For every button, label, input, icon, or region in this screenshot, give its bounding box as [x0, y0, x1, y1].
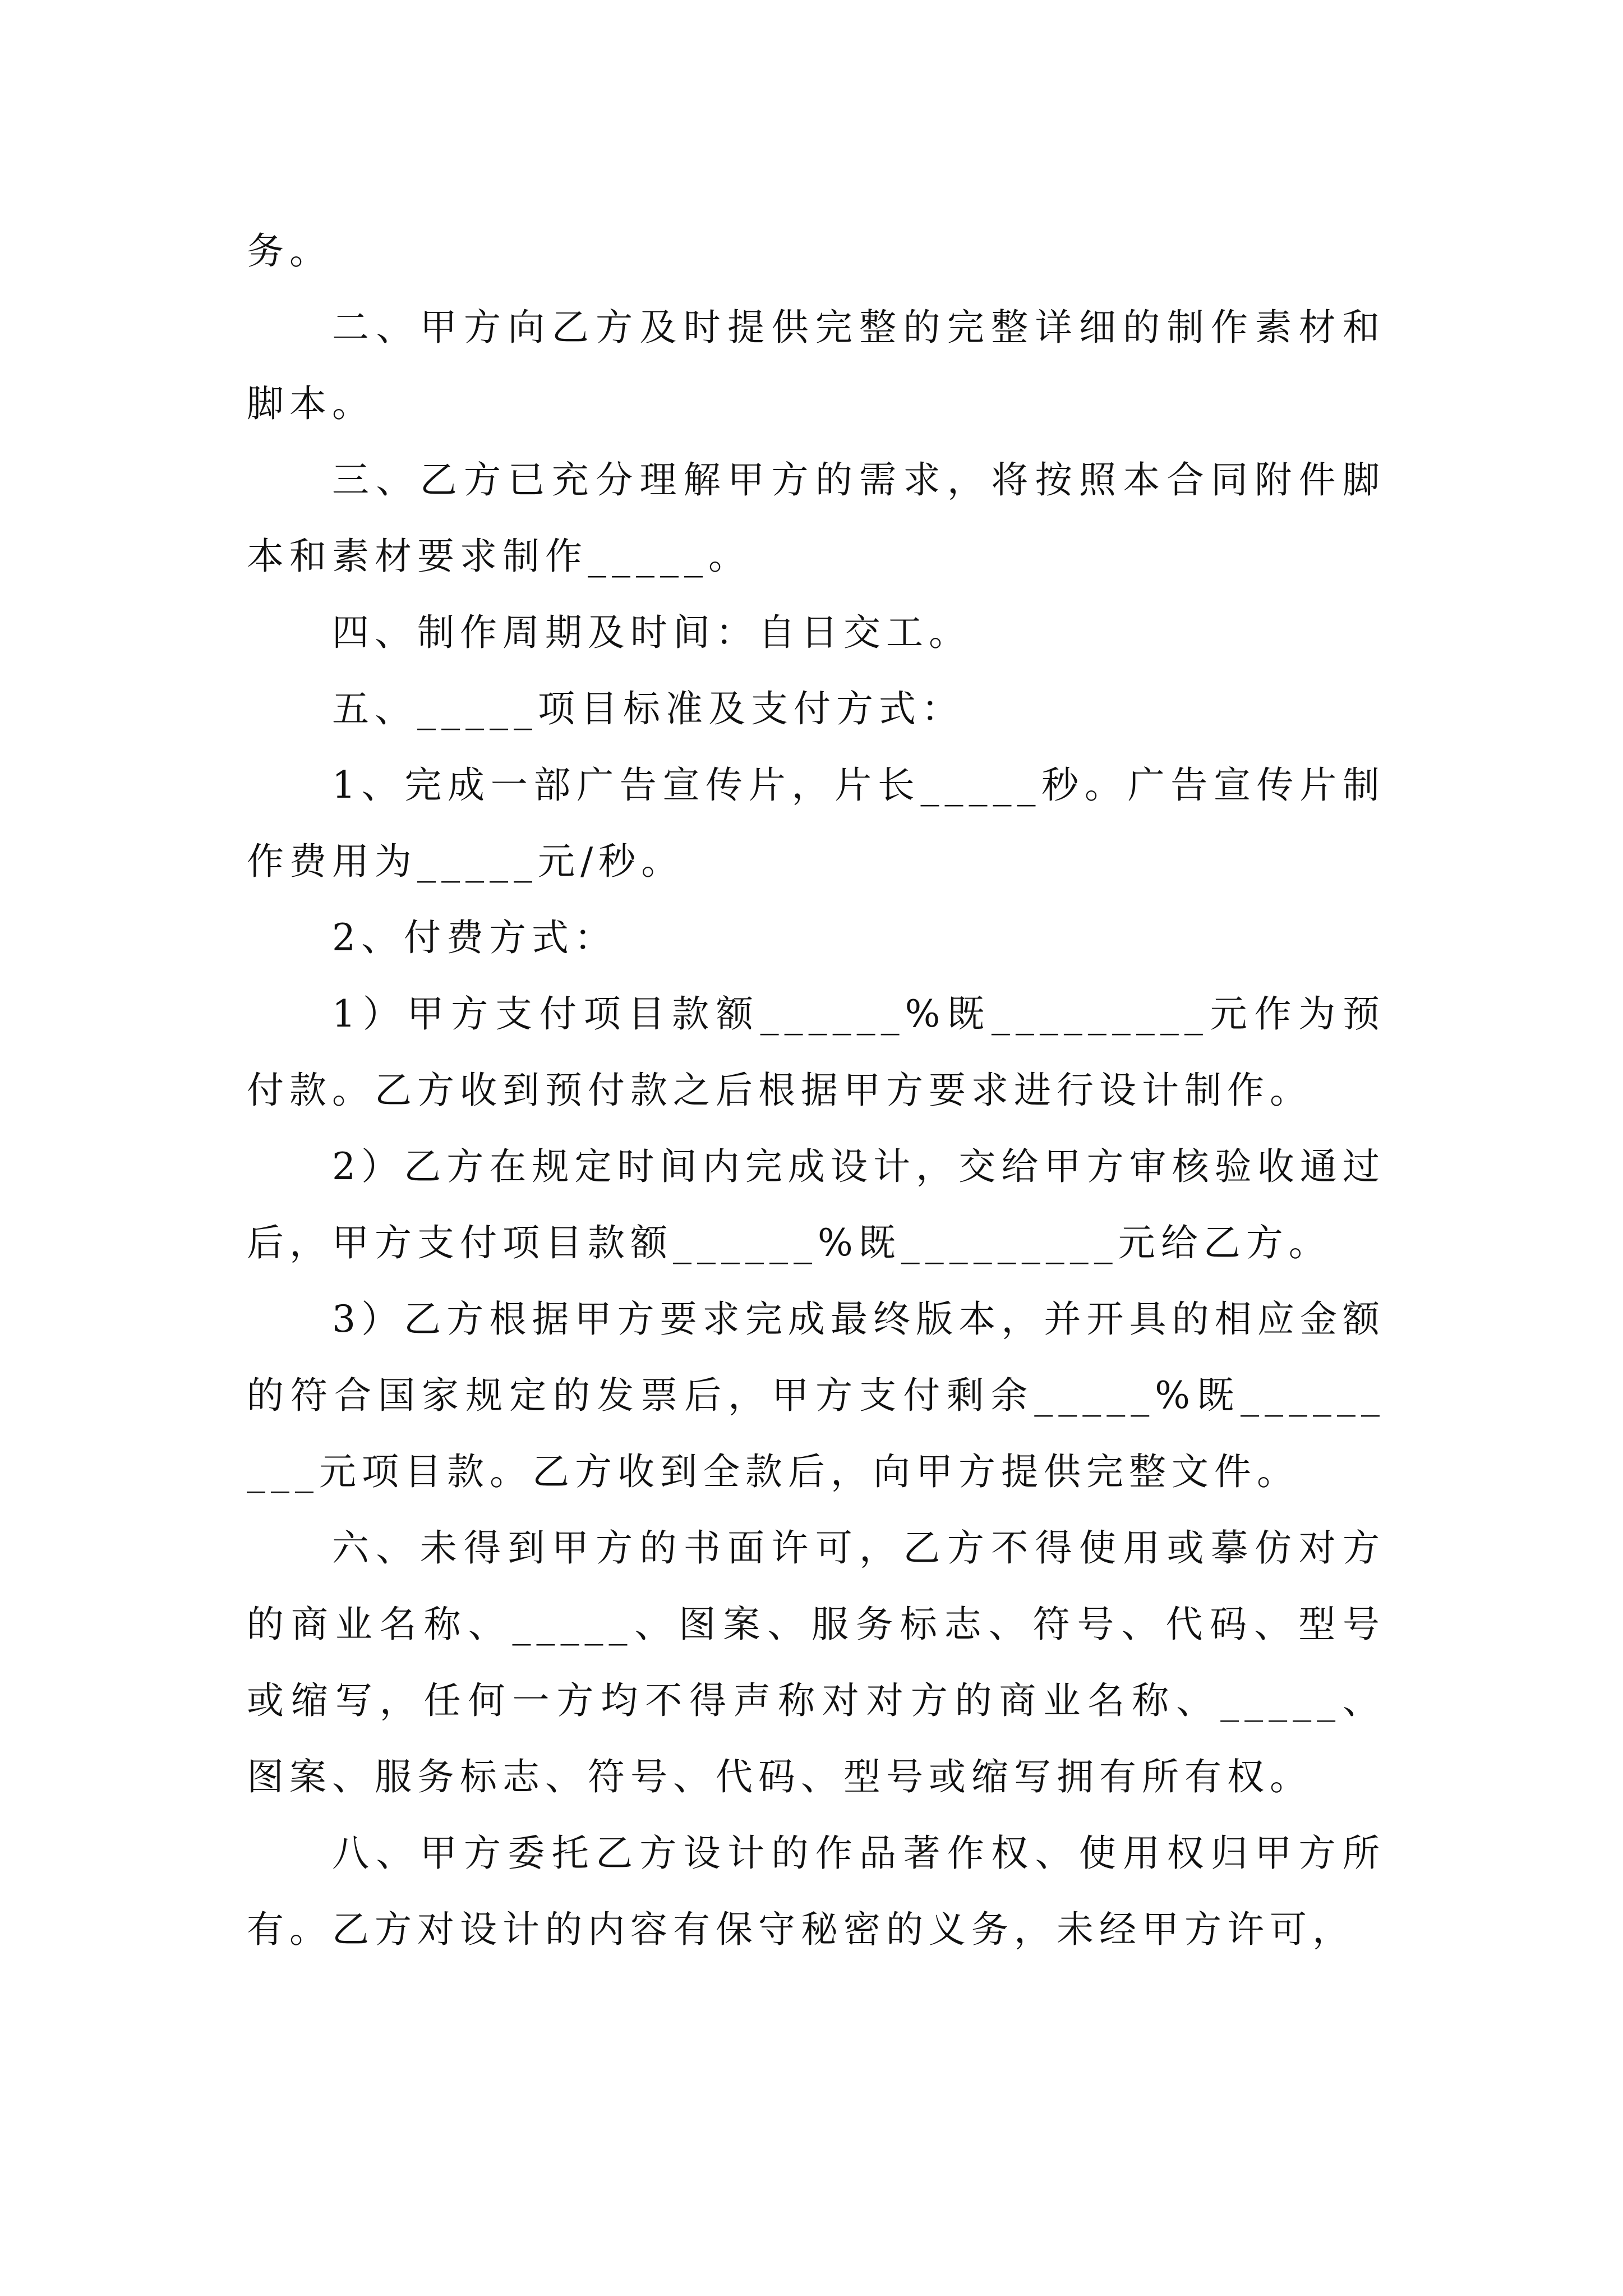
paragraph-clause-6: 六、未得到甲方的书面许可，乙方不得使用或摹仿对方的商业名称、_____、图案、服务标志、符号、代码、型号或缩写，任何一方均不得声称对对方的商业名称、_____、图案、服务标志、符号、代码、型号或缩写拥有所有权。	[247, 1526, 1385, 1798]
paragraph-clause-5: 五、_____项目标准及支付方式：	[332, 687, 964, 730]
paragraph-item-1: 1、完成一部广告宣传片，片长_____秒。广告宣传片制作费用为_____元/秒。	[247, 763, 1385, 883]
paragraph-clause-2: 二、甲方向乙方及时提供完整的完整详细的制作素材和脚本。	[247, 306, 1385, 425]
paragraph-clause-8: 八、甲方委托乙方设计的作品著作权、使用权归甲方所有。乙方对设计的内容有保守秘密的义务，未经甲方许可，	[247, 1832, 1385, 1951]
paragraph-payment-1: 1）甲方支付项目款额______%既_________元作为预付款。乙方收到预付款之后根据甲方要求进行设计制作。	[247, 992, 1385, 1112]
paragraph-continuation: 务。	[247, 229, 332, 273]
paragraph-clause-4: 四、制作周期及时间：自日交工。	[332, 611, 971, 654]
paragraph-item-2: 2、付费方式：	[332, 916, 617, 959]
paragraph-clause-3: 三、乙方已充分理解甲方的需求，将按照本合同附件脚本和素材要求制作_____。	[247, 458, 1385, 578]
document-body	[247, 213, 1385, 1968]
paragraph-payment-3: 3）乙方根据甲方要求完成最终版本，并开具的相应金额的符合国家规定的发票后，甲方支付剩余_____%既_________元项目款。乙方收到全款后，向甲方提供完整文件。	[247, 1297, 1385, 1493]
paragraph-payment-2: 2）乙方在规定时间内完成设计，交给甲方审核验收通过后，甲方支付项目款额______%既_________元给乙方。	[247, 1145, 1385, 1264]
